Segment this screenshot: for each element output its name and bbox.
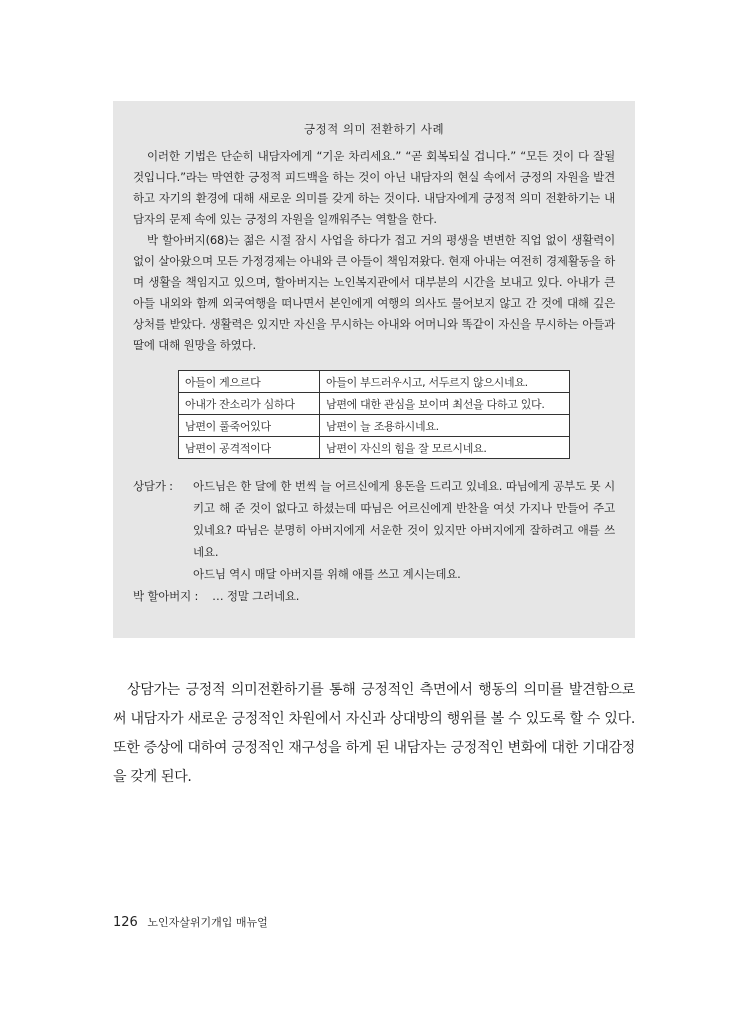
reframe-table xyxy=(178,370,570,459)
client-line xyxy=(133,585,615,607)
table-cell-positive: 남편이 늘 조용하시네요. xyxy=(320,415,570,437)
table-cell-negative: 남편이 공격적이다 xyxy=(179,437,320,459)
counselor-line xyxy=(133,475,615,563)
table-row xyxy=(179,393,570,415)
client-label: 박 할아버지 : xyxy=(133,589,199,603)
table-row xyxy=(179,371,570,393)
table-cell-negative: 아들이 게으르다 xyxy=(179,371,320,393)
table-row xyxy=(179,415,570,437)
table-cell-negative: 아내가 잔소리가 심하다 xyxy=(179,393,320,415)
box-paragraph-2: 박 할아버지(68)는 젊은 시절 잠시 사업을 하다가 접고 거의 평생을 변변한 직업 없이 생활력이 없이 살아왔으며 모든 가정경제는 아내와 큰 아들이 책임져왔다. 현재 아내는 여전히 경제활동을 하며 생활을 책임지고 있으며, 할아버지는 노인복지관에서 대부분의 시간을 보내고 있다. 아내가 큰 아들 내외와 함께 외국여행을 떠나면서 본인에게 여행의 의사도 물어보지 않고 간 것에 대해 깊은 상처를 받았다. 생활력은 있지만 자신을 무시하는 아내와 어머니와 똑같이 자신을 무시하는 아들과 딸에 대해 원망을 하였다. xyxy=(133,233,615,352)
page-number: 126 xyxy=(113,915,138,930)
page-footer xyxy=(113,914,268,930)
book-title: 노인자살위기개입 매뉴얼 xyxy=(147,916,268,929)
box-paragraph-1: 이러한 기법은 단순히 내담자에게 “기운 차리세요.” “곧 회복되실 겁니다.” “모든 것이 다 잘될 것입니다.”라는 막연한 긍정적 피드백을 하는 것이 아닌 내담자의 현실 속에서 긍정의 자원을 발견하고 자기의 환경에 대해 새로운 의미를 갖게 하는 것이다. 내담자에게 긍정적 의미 전환하기는 내담자의 문제 속에 있는 긍정의 자원을 일깨워주는 역할을 한다. xyxy=(133,149,615,226)
case-example-box xyxy=(113,101,635,638)
body-paragraph: 상담가는 긍정적 의미전환하기를 통해 긍정적인 측면에서 행동의 의미를 발견함으로써 내담자가 새로운 긍정적인 차원에서 자신과 상대방의 행위를 볼 수 있도록 할 수 있다. 또한 증상에 대하여 긍정적인 재구성을 하게 된 내담자는 긍정적인 변화에 대한 기대감정을 갖게 된다. xyxy=(113,682,635,785)
counselor-label: 상담가 : xyxy=(133,479,173,493)
table-row xyxy=(179,437,570,459)
table-cell-positive: 남편에 대한 관심을 보이며 최선을 다하고 있다. xyxy=(320,393,570,415)
table-cell-positive: 남편이 자신의 힘을 잘 모르시네요. xyxy=(320,437,570,459)
counselor-speech: 아드님은 한 달에 한 번씩 늘 어르신에게 용돈을 드리고 있네요. 따님에게 공부도 못 시키고 해 준 것이 없다고 하셨는데 따님은 어르신에게 반찬을 여섯 가지나 만들어 주고 있네요? 따님은 분명히 아버지에게 서운한 것이 있지만 아버지에게 잘하려고 애를 쓰네요. xyxy=(193,479,615,559)
counselor-speech-continued: 아드님 역시 매달 아버지를 위해 애를 쓰고 계시는데요. xyxy=(193,567,461,581)
table-cell-negative: 남편이 풀죽어있다 xyxy=(179,415,320,437)
dialog xyxy=(133,475,615,607)
table-cell-positive: 아들이 부드러우시고, 서두르지 않으시네요. xyxy=(320,371,570,393)
box-title: 긍정적 의미 전환하기 사례 xyxy=(303,122,445,136)
client-speech: … 정말 그러네요. xyxy=(212,589,300,603)
